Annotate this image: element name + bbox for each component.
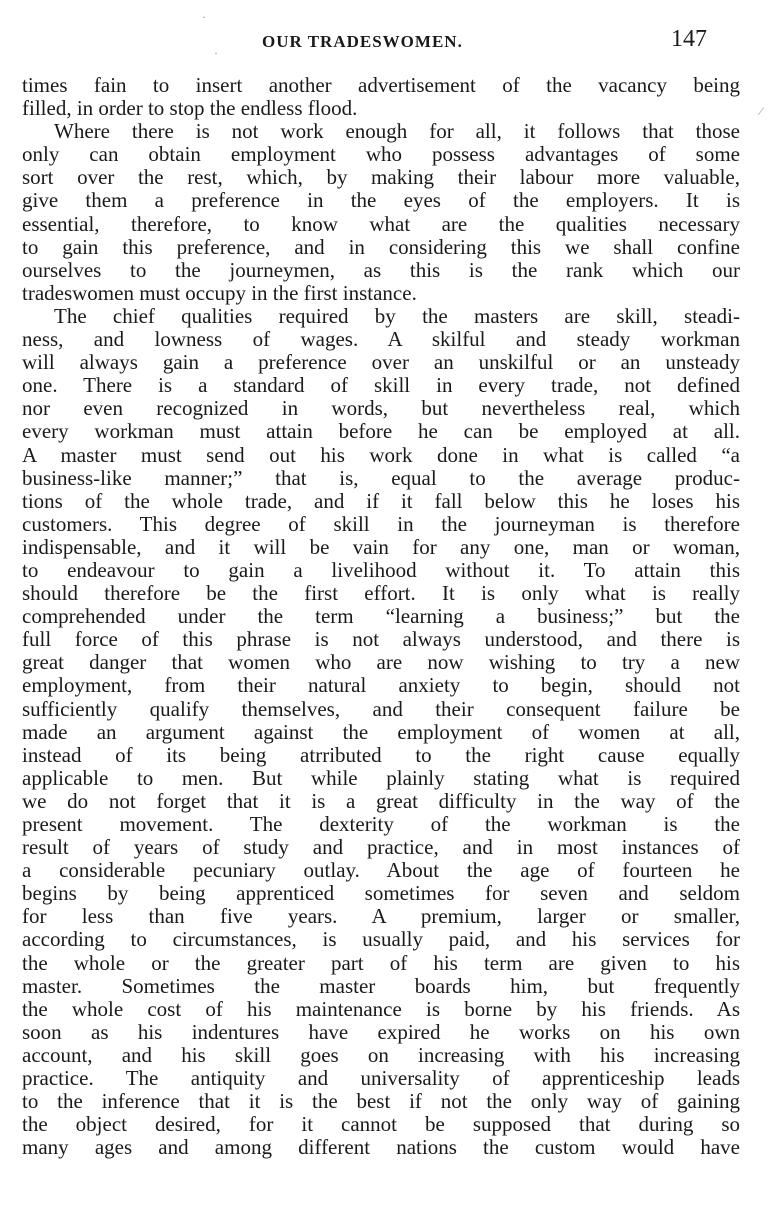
text-line: tradeswomen must occupy in the first instance.: [22, 280, 417, 305]
text-line: soon as his indentures have expired he works on his own: [22, 1019, 740, 1044]
text-line: the object desired, for it cannot be supposed that during so: [22, 1112, 740, 1137]
text-line: many ages and among different nations the custom would have: [22, 1135, 740, 1160]
text-line: customers. This degree of skill in the journeyman is therefore: [22, 511, 740, 536]
text-line: ourselves to the journeymen, as this is the rank which our: [22, 257, 740, 282]
page-number: 147: [671, 26, 707, 52]
text-line: a considerable pecuniary outlay. About the age of fourteen he: [22, 858, 740, 883]
text-line: comprehended under the term “learning a business;” but the: [22, 604, 740, 629]
text-line: essential, therefore, to know what are the qualities necessary: [22, 211, 740, 236]
text-line: filled, in order to stop the endless flood.: [22, 96, 358, 121]
text-line: practice. The antiquity and universality of apprenticeship leads: [22, 1066, 740, 1091]
body-text: [22, 74, 740, 1159]
text-line: to the inference that it is the best if not the only way of gaining: [22, 1089, 740, 1114]
text-line: only can obtain employment who possess advantages of some: [22, 142, 740, 167]
text-line: tions of the whole trade, and if it fall below this he loses his: [22, 488, 740, 513]
page-header: [0, 26, 776, 56]
text-line: A master must send out his work done in what is called “a: [22, 442, 740, 467]
text-line: begins by being apprenticed sometimes for seven and seldom: [22, 881, 740, 906]
text-line: employment, from their natural anxiety to begin, should not: [22, 673, 740, 698]
text-line: we do not forget that it is a great difficulty in the way of the: [22, 788, 740, 813]
text-line: full force of this phrase is not always understood, and there is: [22, 627, 740, 652]
text-line: will always gain a preference over an unskilful or an unsteady: [22, 350, 740, 375]
text-line: to gain this preference, and in considering this we shall confine: [22, 234, 740, 259]
text-line: ness, and lowness of wages. A skilful and steady workman: [22, 327, 740, 352]
text-line: result of years of study and practice, and in most instances of: [22, 835, 740, 860]
text-line: every workman must attain before he can be employed at all.: [22, 419, 740, 444]
running-title: OUR TRADESWOMEN.: [262, 32, 463, 51]
text-line: according to circumstances, is usually paid, and his services for: [22, 927, 740, 952]
text-line: business-like manner;” that is, equal to the average produc-: [22, 465, 740, 490]
text-line: sufficiently qualify themselves, and their consequent failure be: [22, 696, 740, 721]
text-line: give them a preference in the eyes of the employers. It is: [22, 188, 740, 213]
paragraph-start-line: The chief qualities required by the masters are skill, steadi-: [54, 303, 740, 328]
text-line: one. There is a standard of skill in every trade, not defined: [22, 373, 740, 398]
text-line: nor even recognized in words, but nevertheless real, which: [22, 396, 740, 421]
scan-speck: ·: [214, 46, 218, 60]
text-line: applicable to men. But while plainly stating what is required: [22, 765, 740, 790]
text-line: the whole or the greater part of his term are given to his: [22, 950, 740, 975]
text-line: present movement. The dexterity of the workman is the: [22, 812, 740, 836]
text-line: instead of its being atrributed to the right cause equally: [22, 742, 740, 767]
text-line: to endeavour to gain a livelihood without it. To attain this: [22, 557, 740, 582]
text-line: great danger that women who are now wishing to try a new: [22, 650, 740, 675]
text-line: account, and his skill goes on increasing with his increasing: [22, 1042, 740, 1067]
text-line: indispensable, and it will be vain for any one, man or woman,: [22, 534, 740, 559]
text-line: sort over the rest, which, by making their labour more valuable,: [22, 165, 740, 190]
text-line: times fain to insert another advertisement of the vacancy being: [22, 73, 740, 97]
scan-speck: ·: [202, 10, 206, 24]
paragraph-start-line: Where there is not work enough for all, it follows that those: [54, 119, 740, 144]
text-line: should therefore be the first effort. It is only what is really: [22, 581, 740, 606]
text-line: made an argument against the employment of women at all,: [22, 719, 740, 744]
text-line: master. Sometimes the master boards him, but frequently: [22, 973, 740, 998]
margin-mark: ⁄: [760, 104, 763, 118]
text-line: for less than five years. A premium, larger or smaller,: [22, 904, 740, 929]
text-line: the whole cost of his maintenance is borne by his friends. As: [22, 996, 740, 1021]
